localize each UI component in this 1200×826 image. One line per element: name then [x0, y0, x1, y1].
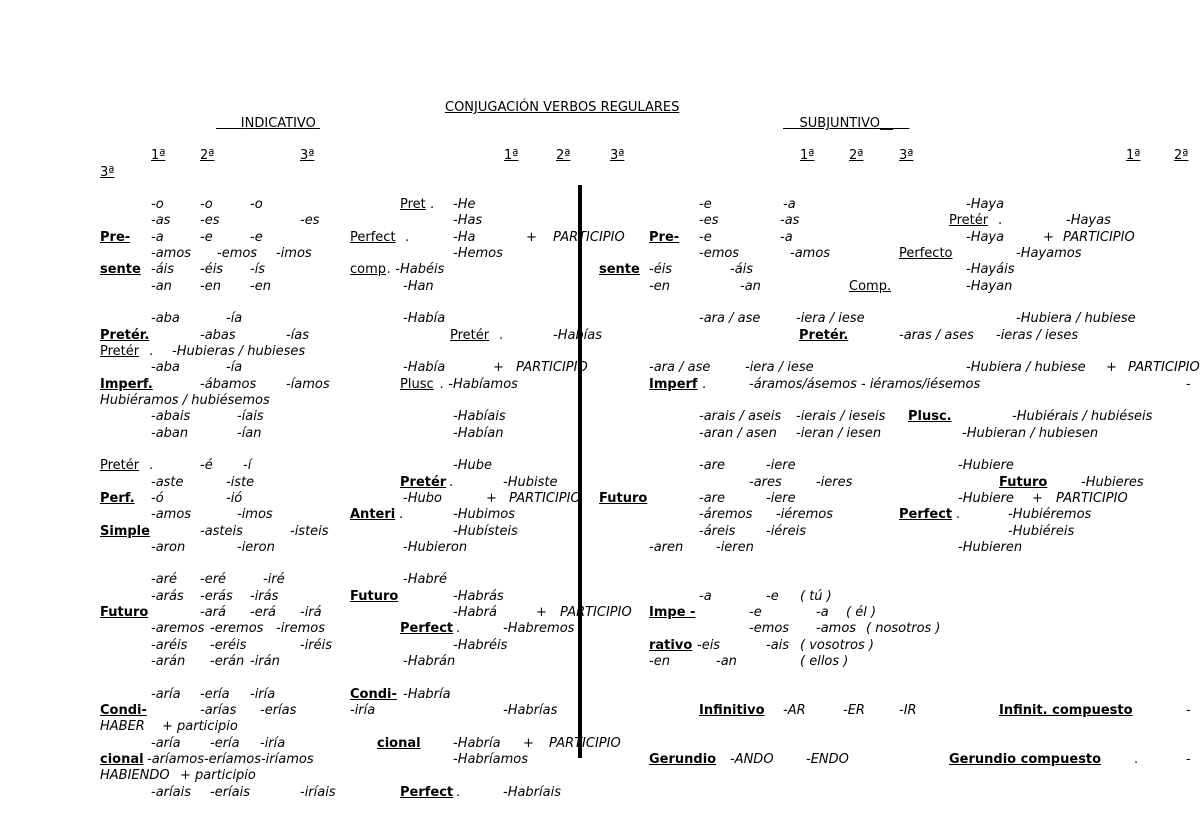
text-fragment: -e — [200, 230, 213, 245]
text-fragment: -Hubieran / hubiesen — [962, 426, 1099, 441]
text-fragment: -iera / iese — [745, 360, 814, 375]
text-fragment: -áramos/ásemos - iéramos/iésemos — [749, 377, 981, 392]
text-fragment: -amos — [151, 507, 192, 522]
text-fragment: -Habrá — [453, 605, 497, 620]
text-fragment: + participio — [180, 768, 256, 783]
text-fragment: -Hemos — [453, 246, 503, 261]
text-fragment: Impe - — [649, 605, 696, 620]
text-fragment: -Haya — [966, 197, 1005, 212]
text-fragment: Perfect — [400, 621, 454, 636]
text-fragment: -aban — [151, 426, 189, 441]
text-fragment: Comp. — [849, 279, 892, 294]
text-fragment: -eríais — [210, 785, 250, 800]
text-fragment: -aré — [151, 572, 177, 587]
text-fragment: -Había — [403, 311, 446, 326]
text-fragment: . — [1134, 752, 1139, 767]
text-fragment: -eis — [697, 638, 721, 653]
text-fragment: -He — [453, 197, 476, 212]
text-fragment: -es — [200, 213, 220, 228]
text-fragment: -aron — [151, 540, 186, 555]
text-fragment: -ierais / ieseis — [796, 409, 886, 424]
text-fragment: -erán — [210, 654, 245, 669]
text-fragment: -emos — [749, 621, 790, 636]
text-fragment: -Habrás — [453, 589, 504, 604]
text-fragment: ( él ) — [846, 605, 877, 620]
text-fragment: -iré — [263, 572, 285, 587]
text-fragment: -Hubieren — [958, 540, 1023, 555]
text-fragment: . — [399, 507, 404, 522]
text-fragment: -Habríamos — [453, 752, 528, 767]
text-fragment: . — [149, 344, 154, 359]
section-indicativo: INDICATIVO — [240, 116, 316, 131]
text-fragment: . — [702, 377, 707, 392]
text-fragment: Infinitivo — [699, 703, 765, 718]
text-fragment: -Hubiste — [503, 475, 558, 490]
text-fragment: -an — [740, 279, 761, 294]
text-fragment: Hubiéramos / hubiésemos — [100, 393, 270, 408]
text-fragment: -ería — [200, 687, 230, 702]
text-fragment: -Hubiera / hubiese — [1016, 311, 1136, 326]
text-fragment: -aste — [151, 475, 184, 490]
text-fragment: -áremos — [699, 507, 753, 522]
text-fragment: + — [493, 360, 504, 375]
text-fragment: -amos — [816, 621, 857, 636]
text-fragment: 3ª — [300, 148, 315, 163]
text-fragment: . — [149, 458, 154, 473]
text-fragment: -Habrán — [403, 654, 456, 669]
text-fragment: + — [523, 736, 534, 751]
text-fragment: -Hubiéreis — [1008, 524, 1075, 539]
text-fragment: Futuro — [599, 491, 648, 506]
text-fragment: -erás — [200, 589, 233, 604]
text-fragment: -iréis — [300, 638, 333, 653]
text-fragment: 3ª — [899, 148, 914, 163]
text-fragment: -arais / aseis — [699, 409, 782, 424]
text-fragment: ( nosotros ) — [866, 621, 941, 636]
text-fragment: . — [956, 507, 961, 522]
text-fragment: -áis — [730, 262, 754, 277]
text-fragment: Imperf — [649, 377, 698, 392]
text-fragment: -Habremos — [503, 621, 575, 636]
text-fragment: -arás — [151, 589, 184, 604]
text-fragment: -ara / ase — [699, 311, 761, 326]
text-fragment: -a — [816, 605, 829, 620]
text-fragment: -aremos — [151, 621, 205, 636]
text-fragment: -ieres — [816, 475, 853, 490]
text-fragment: + — [1043, 230, 1054, 245]
text-fragment: Pre- — [100, 230, 131, 245]
text-fragment: PARTICIPIO — [516, 360, 588, 375]
text-fragment: -amos — [151, 246, 192, 261]
text-fragment: Pret — [400, 197, 426, 212]
text-fragment: . — [456, 621, 461, 636]
text-fragment: -es — [699, 213, 719, 228]
text-fragment: . -Habíamos — [440, 377, 518, 392]
text-fragment: + — [526, 230, 537, 245]
text-fragment: 2ª — [1174, 148, 1189, 163]
text-fragment: -e — [766, 589, 779, 604]
text-fragment: -ieren — [716, 540, 754, 555]
text-fragment: ( tú ) — [800, 589, 832, 604]
text-fragment: -as — [780, 213, 800, 228]
text-fragment: -ía — [226, 360, 243, 375]
text-fragment: -are — [699, 491, 725, 506]
text-fragment: -a — [780, 230, 793, 245]
text-fragment: -e — [749, 605, 762, 620]
text-fragment: -Hubo — [403, 491, 442, 506]
text-fragment: -éis — [200, 262, 224, 277]
text-fragment: -Hubieron — [403, 540, 468, 555]
text-fragment: -Hubiéremos — [1008, 507, 1092, 522]
text-fragment: -erías — [260, 703, 297, 718]
text-fragment: 1ª — [800, 148, 815, 163]
text-fragment: cional — [377, 736, 421, 751]
text-fragment: -Hubimos — [453, 507, 515, 522]
text-fragment: - — [1186, 752, 1191, 767]
text-fragment: -irá — [300, 605, 322, 620]
text-fragment: Pretér — [100, 458, 140, 473]
text-fragment: . — [405, 230, 410, 245]
text-fragment: -Habríais — [503, 785, 561, 800]
text-fragment: -Había — [403, 360, 446, 375]
text-fragment: -irás — [250, 589, 279, 604]
text-fragment: -o — [151, 197, 164, 212]
text-fragment: -Hubiere — [958, 458, 1014, 473]
text-fragment: -iéreis — [766, 524, 807, 539]
text-fragment: - — [1186, 703, 1191, 718]
text-fragment: -irán — [250, 654, 280, 669]
text-fragment: -AR — [783, 703, 806, 718]
text-fragment: -IR — [899, 703, 917, 718]
text-fragment: -iríais — [300, 785, 336, 800]
text-fragment: PARTICIPIO — [1128, 360, 1200, 375]
text-fragment: -Hubiere — [958, 491, 1014, 506]
text-fragment: -en — [250, 279, 271, 294]
text-fragment: -ías — [286, 328, 310, 343]
text-fragment: -abais — [151, 409, 191, 424]
text-fragment: -Han — [403, 279, 434, 294]
text-fragment: + — [1106, 360, 1117, 375]
text-fragment: -ER — [843, 703, 865, 718]
text-fragment: -emos — [699, 246, 740, 261]
text-fragment: -í — [243, 458, 252, 473]
text-fragment: 3ª — [100, 165, 115, 180]
text-fragment: -iera / iese — [796, 311, 865, 326]
text-fragment: -iría — [350, 703, 376, 718]
column-divider — [578, 185, 582, 758]
text-fragment: -arán — [151, 654, 186, 669]
text-fragment: Futuro — [100, 605, 149, 620]
text-fragment: -Habré — [403, 572, 448, 587]
text-fragment: -iere — [766, 491, 796, 506]
text-fragment: cional — [100, 752, 144, 767]
text-fragment: -iría — [260, 736, 286, 751]
text-fragment: -a — [151, 230, 164, 245]
text-fragment: -ares — [749, 475, 782, 490]
text-fragment: Pre- — [649, 230, 680, 245]
text-fragment: PARTICIPIO — [1056, 491, 1128, 506]
text-fragment: -amos — [790, 246, 831, 261]
text-fragment: Perfecto — [899, 246, 953, 261]
text-fragment: -Hayáis — [966, 262, 1015, 277]
text-fragment: Plusc — [400, 377, 434, 392]
text-fragment: -Hayas — [1066, 213, 1111, 228]
text-fragment: 1ª — [504, 148, 519, 163]
text-fragment: -isteis — [290, 524, 329, 539]
text-fragment: -ió — [226, 491, 243, 506]
text-fragment: Condi- — [100, 703, 147, 718]
text-fragment: -ENDO — [806, 752, 849, 767]
text-fragment: -imos — [237, 507, 273, 522]
text-fragment: -Habría — [403, 687, 451, 702]
text-fragment: -Hubiera / hubiese — [966, 360, 1086, 375]
text-fragment: -an — [151, 279, 172, 294]
text-fragment: Plusc. — [908, 409, 952, 424]
text-fragment: Perfect — [899, 507, 953, 522]
text-fragment: -Habías — [553, 328, 603, 343]
text-fragment: -aba — [151, 360, 180, 375]
text-fragment: -ábamos — [200, 377, 257, 392]
text-fragment: -en — [200, 279, 221, 294]
text-fragment: Anteri — [350, 507, 396, 522]
text-fragment: Gerundio — [649, 752, 717, 767]
text-fragment: sente — [599, 262, 640, 277]
text-fragment: -asteis — [200, 524, 243, 539]
text-fragment: Futuro — [350, 589, 399, 604]
text-fragment: -emos — [217, 246, 258, 261]
text-fragment: . — [499, 328, 504, 343]
text-fragment: -aría — [151, 687, 181, 702]
text-fragment: -Hube — [453, 458, 492, 473]
text-fragment: HABER — [100, 719, 145, 734]
text-fragment: -ería — [210, 736, 240, 751]
text-fragment: Perfect — [400, 785, 454, 800]
text-fragment: -aren — [649, 540, 684, 555]
text-fragment: -Habíais — [453, 409, 506, 424]
text-fragment: -eremos — [210, 621, 264, 636]
text-fragment: -aríais — [151, 785, 191, 800]
text-fragment: Futuro — [999, 475, 1048, 490]
text-fragment: PARTICIPIO — [549, 736, 621, 751]
text-fragment: -imos — [276, 246, 312, 261]
text-fragment: -o — [200, 197, 213, 212]
text-fragment: Perf. — [100, 491, 135, 506]
text-fragment: -áis — [151, 262, 175, 277]
text-fragment: -ía — [226, 311, 243, 326]
text-fragment: Pretér. — [799, 328, 849, 343]
text-fragment: -ieron — [237, 540, 275, 555]
text-fragment: -Habían — [453, 426, 504, 441]
text-fragment: + — [536, 605, 547, 620]
text-fragment: -iría — [250, 687, 276, 702]
text-fragment: -aréis — [151, 638, 188, 653]
text-fragment: -Has — [453, 213, 483, 228]
text-fragment: -ará — [200, 605, 226, 620]
text-fragment: ( vosotros ) — [800, 638, 874, 653]
text-fragment: -é — [200, 458, 213, 473]
text-fragment: -Habría — [453, 736, 501, 751]
text-fragment: Pretér. — [100, 328, 150, 343]
text-fragment: -Hubieres — [1081, 475, 1144, 490]
text-fragment: + — [1032, 491, 1043, 506]
text-fragment: -ara / ase — [649, 360, 711, 375]
text-fragment: -Hayan — [966, 279, 1013, 294]
text-fragment: . — [456, 785, 461, 800]
text-fragment: -Haya — [966, 230, 1005, 245]
text-fragment: -iremos — [276, 621, 326, 636]
text-fragment: -Hubísteis — [453, 524, 518, 539]
text-fragment: Simple — [100, 524, 150, 539]
text-fragment: PARTICIPIO — [553, 230, 625, 245]
text-fragment: 1ª — [151, 148, 166, 163]
text-fragment: Gerundio compuesto — [949, 752, 1102, 767]
text-fragment: -aran / asen — [699, 426, 777, 441]
text-fragment: 1ª — [1126, 148, 1141, 163]
text-fragment: -en — [649, 654, 670, 669]
text-fragment: + participio — [162, 719, 238, 734]
text-fragment: -are — [699, 458, 725, 473]
text-fragment: -iere — [766, 458, 796, 473]
text-fragment: . — [998, 213, 1003, 228]
text-fragment: -eré — [200, 572, 227, 587]
text-fragment: rativo — [649, 638, 693, 653]
text-fragment: -e — [699, 230, 712, 245]
text-fragment: HABIENDO — [100, 768, 170, 783]
document-title: CONJUGACIÓN VERBOS REGULARES — [445, 100, 680, 115]
text-fragment: sente — [100, 262, 141, 277]
text-fragment: -as — [151, 213, 171, 228]
text-fragment: -a — [783, 197, 796, 212]
text-fragment: 2ª — [556, 148, 571, 163]
text-fragment: -a — [699, 589, 712, 604]
text-fragment: -aba — [151, 311, 180, 326]
text-fragment: Pretér — [949, 213, 989, 228]
text-fragment: -Hayamos — [1016, 246, 1082, 261]
text-fragment: -arías — [200, 703, 237, 718]
text-fragment: -Hubieras / hubieses — [172, 344, 306, 359]
text-fragment: -ían — [237, 426, 262, 441]
text-fragment: Infinit. compuesto — [999, 703, 1133, 718]
text-fragment: . — [449, 475, 454, 490]
text-fragment: Pretér — [400, 475, 447, 490]
text-fragment: - — [1186, 377, 1191, 392]
text-fragment: -ais — [766, 638, 790, 653]
text-fragment: -ieran / iesen — [796, 426, 882, 441]
text-fragment: -aríamos-eríamos-iríamos — [147, 752, 314, 767]
text-fragment: -íamos — [286, 377, 330, 392]
text-fragment: -Hubiérais / hubiéseis — [1012, 409, 1153, 424]
text-fragment: -aras / ases — [899, 328, 974, 343]
text-fragment: -erá — [250, 605, 276, 620]
text-fragment: -Habréis — [453, 638, 508, 653]
text-fragment: Pretér — [100, 344, 140, 359]
text-fragment: -áreis — [699, 524, 736, 539]
text-fragment: -Ha — [453, 230, 476, 245]
text-fragment: -en — [649, 279, 670, 294]
text-fragment: -ieras / ieses — [996, 328, 1079, 343]
text-fragment: -an — [716, 654, 737, 669]
text-fragment: -ís — [250, 262, 266, 277]
text-fragment: -iéremos — [776, 507, 834, 522]
text-fragment: Imperf. — [100, 377, 153, 392]
text-fragment: -ó — [151, 491, 164, 506]
text-fragment: -es — [300, 213, 320, 228]
text-fragment: -o — [250, 197, 263, 212]
text-fragment: 3ª — [610, 148, 625, 163]
text-fragment: -éis — [649, 262, 673, 277]
text-fragment: Perfect — [350, 230, 396, 245]
text-fragment: -e — [699, 197, 712, 212]
text-fragment: -aría — [151, 736, 181, 751]
text-fragment: -Habrías — [503, 703, 558, 718]
text-fragment: -iste — [226, 475, 255, 490]
text-fragment: . — [430, 197, 435, 212]
text-fragment: 2ª — [849, 148, 864, 163]
text-fragment: -e — [250, 230, 263, 245]
text-fragment: -abas — [200, 328, 236, 343]
text-fragment: -eréis — [210, 638, 247, 653]
text-fragment: comp — [350, 262, 387, 277]
text-fragment: Pretér — [450, 328, 490, 343]
text-fragment: PARTICIPIO — [560, 605, 632, 620]
text-fragment: . -Habéis — [387, 262, 445, 277]
text-fragment: PARTICIPIO — [1063, 230, 1135, 245]
text-fragment: -íais — [237, 409, 264, 424]
text-fragment: Condi- — [350, 687, 397, 702]
section-subjuntivo: SUBJUNTIVO__ — [799, 116, 893, 131]
text-fragment: + — [486, 491, 497, 506]
text-fragment: 2ª — [200, 148, 215, 163]
text-fragment: -ANDO — [730, 752, 774, 767]
text-fragment: ( ellos ) — [800, 654, 849, 669]
text-fragment: PARTICIPIO — [509, 491, 581, 506]
